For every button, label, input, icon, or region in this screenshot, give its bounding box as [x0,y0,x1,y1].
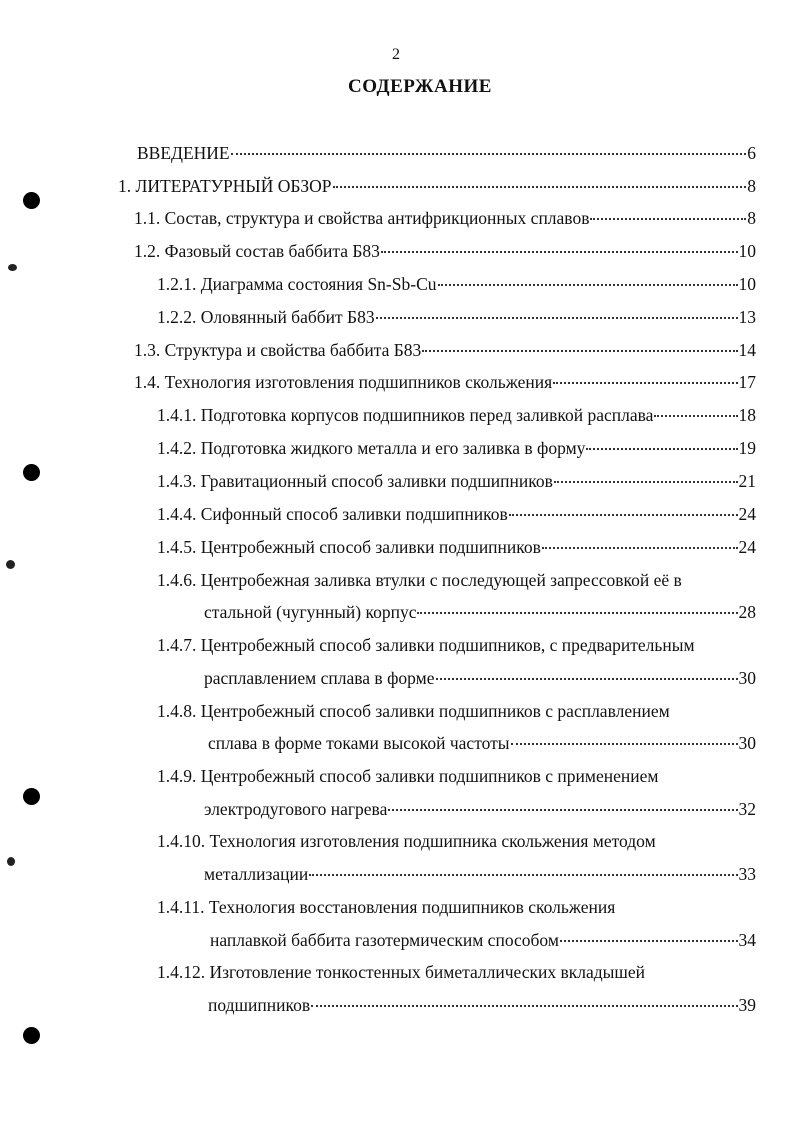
toc-entry-page: 14 [738,340,756,360]
toc-entry[interactable] [208,731,756,755]
toc-entry-first-line: 1.4.8. Центробежный способ заливки подшипников с расплавлением [157,701,670,721]
punch-hole [23,192,40,209]
toc-entry[interactable] [157,535,756,559]
dot-leader [388,809,737,811]
dot-leader [417,612,737,614]
dot-leader [554,481,738,483]
dot-leader [333,186,747,188]
toc-entry-first-line: 1.4.7. Центробежный способ заливки подшипников, с предварительным [157,635,695,655]
dot-leader [436,678,738,680]
dot-leader [231,153,747,155]
toc-entry-page: 10 [738,274,756,294]
toc-entry-page: 33 [738,864,756,884]
toc-entry[interactable] [204,666,756,690]
toc-entry[interactable] [157,469,756,493]
toc-entry-page: 18 [738,405,756,425]
toc-entry-label: 1.4.2. Подготовка жидкого металла и его заливка в форму [157,438,586,458]
dot-leader [542,547,738,549]
toc-entry[interactable] [134,370,756,394]
toc-entry-label: 1.4.1. Подготовка корпусов подшипников перед заливкой расплава [157,405,654,425]
scan-speck [7,857,15,866]
toc-entry-label: металлизации [204,864,309,884]
toc-entry-label: расплавлением сплава в форме [204,668,435,688]
scan-speck [6,560,15,569]
toc-entry-first-line: 1.4.11. Технология восстановления подшипников скольжения [157,897,616,917]
dot-leader [438,284,738,286]
toc-entry[interactable] [157,436,756,460]
dot-leader [422,350,737,352]
dot-leader [586,448,737,450]
toc-entry-first-line: 1.4.6. Центробежная заливка втулки с последующей запрессовкой её в [157,570,682,590]
toc-entry-page: 8 [747,208,756,228]
dot-leader [511,743,738,745]
page-title: СОДЕРЖАНИЕ [348,76,492,97]
toc-entry[interactable] [204,600,756,624]
toc-entry-page: 32 [738,799,756,819]
toc-entry[interactable] [134,239,756,263]
dot-leader [654,415,737,417]
toc-entry-label: 1.4. Технология изготовления подшипников скольжения [134,372,553,392]
toc-entry-page: 30 [738,733,756,753]
toc-entry[interactable] [137,141,756,165]
toc-entry-first-line: 1.4.9. Центробежный способ заливки подшипников с применением [157,766,659,786]
toc-entry-label: подшипников [208,995,311,1015]
toc-entry-page: 24 [738,504,756,524]
toc-entry-page: 13 [738,307,756,327]
toc-entry[interactable] [157,403,756,427]
punch-hole [23,788,40,805]
toc-entry-label: 1.2. Фазовый состав баббита Б83 [134,241,380,261]
toc-entry-page: 30 [738,668,756,688]
toc-entry[interactable] [208,993,756,1017]
dot-leader [560,940,738,942]
toc-entry-label: 1.4.5. Центробежный способ заливки подшипников [157,537,541,557]
toc-entry-page: 28 [738,602,756,622]
toc-entry[interactable] [210,928,756,952]
toc-entry[interactable] [157,272,756,296]
toc-entry-page: 10 [738,241,756,261]
punch-hole [23,1027,40,1044]
toc-entry-page: 39 [738,995,756,1015]
toc-entry-label: 1.1. Состав, структура и свойства антифрикционных сплавов [134,208,590,228]
toc-entry[interactable] [204,862,756,886]
toc-entry[interactable] [204,797,756,821]
toc-entry-label: электродугового нагрева [204,799,388,819]
toc-entry-label: ВВЕДЕНИЕ [137,143,230,163]
toc-entry[interactable] [118,174,756,198]
toc-entry-label: 1. ЛИТЕРАТУРНЫЙ ОБЗОР [118,176,332,196]
toc-entry[interactable] [134,338,756,362]
toc-entry-first-line: 1.4.10. Технология изготовления подшипника скольжения методом [157,831,656,851]
dot-leader [553,382,737,384]
toc-entry-page: 17 [738,372,756,392]
toc-entry-page: 21 [738,471,756,491]
dot-leader [381,251,738,253]
toc-entry-label: сплава в форме токами высокой частоты [208,733,510,753]
scan-speck [8,264,17,271]
toc-entry-page: 24 [738,537,756,557]
toc-entry-label: 1.2.1. Диаграмма состояния Sn-Sb-Cu [157,274,437,294]
dot-leader [509,514,738,516]
dot-leader [309,874,737,876]
page-number: 2 [392,46,400,63]
punch-hole [23,464,40,481]
toc-entry[interactable] [134,206,756,230]
toc-entry-page: 19 [738,438,756,458]
toc-entry-label: стальной (чугунный) корпус [204,602,417,622]
dot-leader [590,218,746,220]
toc-entry-label: 1.2.2. Оловянный баббит Б83 [157,307,375,327]
toc-entry-label: 1.4.4. Сифонный способ заливки подшипников [157,504,508,524]
toc-entry-page: 8 [747,176,756,196]
toc-entry-label: 1.3. Структура и свойства баббита Б83 [134,340,422,360]
toc-entry-page: 34 [738,930,756,950]
toc-entry[interactable] [157,305,756,329]
dot-leader [311,1005,737,1007]
toc-entry-label: 1.4.3. Гравитационный способ заливки подшипников [157,471,553,491]
toc-entry-first-line: 1.4.12. Изготовление тонкостенных биметаллических вкладышей [157,962,646,982]
toc-entry[interactable] [157,502,756,526]
toc-entry-page: 6 [747,143,756,163]
toc-entry-label: наплавкой баббита газотермическим способом [210,930,559,950]
dot-leader [376,317,738,319]
